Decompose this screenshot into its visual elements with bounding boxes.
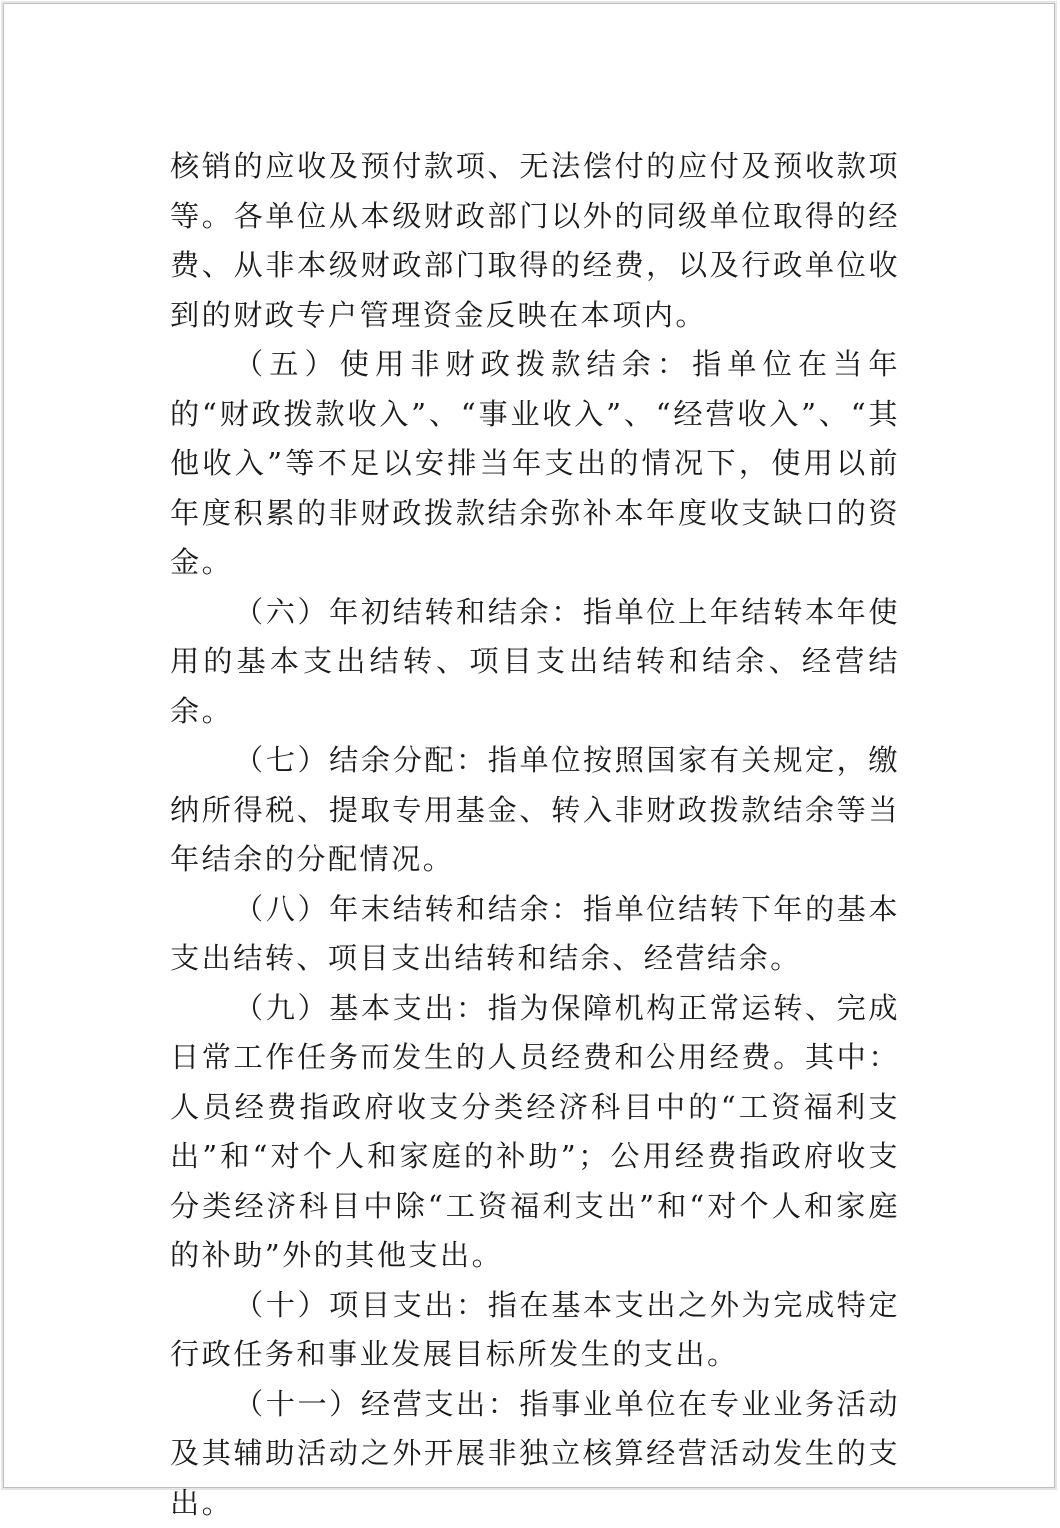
page bbox=[3, 3, 1055, 1488]
paragraph-item-9: （九）基本支出：指为保障机构正常运转、完成日常工作任务而发生的人员经费和公用经费。其中：人员经费指政府收支分类经济科目中的“工资福利支出”和“对个人和家庭的补助”；公用经费指政府收支分类经济科目中除“工资福利支出”和“对个人和家庭的补助”外的其他支出。 bbox=[170, 984, 900, 1281]
paragraph-item-6: （六）年初结转和结余：指单位上年结转本年使用的基本支出结转、项目支出结转和结余、经营结余。 bbox=[170, 588, 900, 737]
paragraph-item-8: （八）年末结转和结余：指单位结转下年的基本支出结转、项目支出结转和结余、经营结余。 bbox=[170, 885, 900, 984]
paragraph-continuation: 核销的应收及预付款项、无法偿付的应付及预收款项等。各单位从本级财政部门以外的同级单位取得的经费、从非本级财政部门取得的经费，以及行政单位收到的财政专户管理资金反映在本项内。 bbox=[170, 142, 900, 340]
paragraph-item-5: （五）使用非财政拨款结余：指单位在当年的“财政拨款收入”、“事业收入”、“经营收入”、“其他收入”等不足以安排当年支出的情况下，使用以前年度积累的非财政拨款结余弥补本年度收支缺口的资金。 bbox=[170, 340, 900, 588]
paragraph-item-7: （七）结余分配：指单位按照国家有关规定，缴纳所得税、提取专用基金、转入非财政拨款结余等当年结余的分配情况。 bbox=[170, 736, 900, 885]
paragraph-item-10: （十）项目支出：指在基本支出之外为完成特定行政任务和事业发展目标所发生的支出。 bbox=[170, 1281, 900, 1380]
document-body bbox=[170, 142, 900, 1528]
paragraph-item-11: （十一）经营支出：指事业单位在专业业务活动及其辅助活动之外开展非独立核算经营活动发生的支出。 bbox=[170, 1380, 900, 1528]
